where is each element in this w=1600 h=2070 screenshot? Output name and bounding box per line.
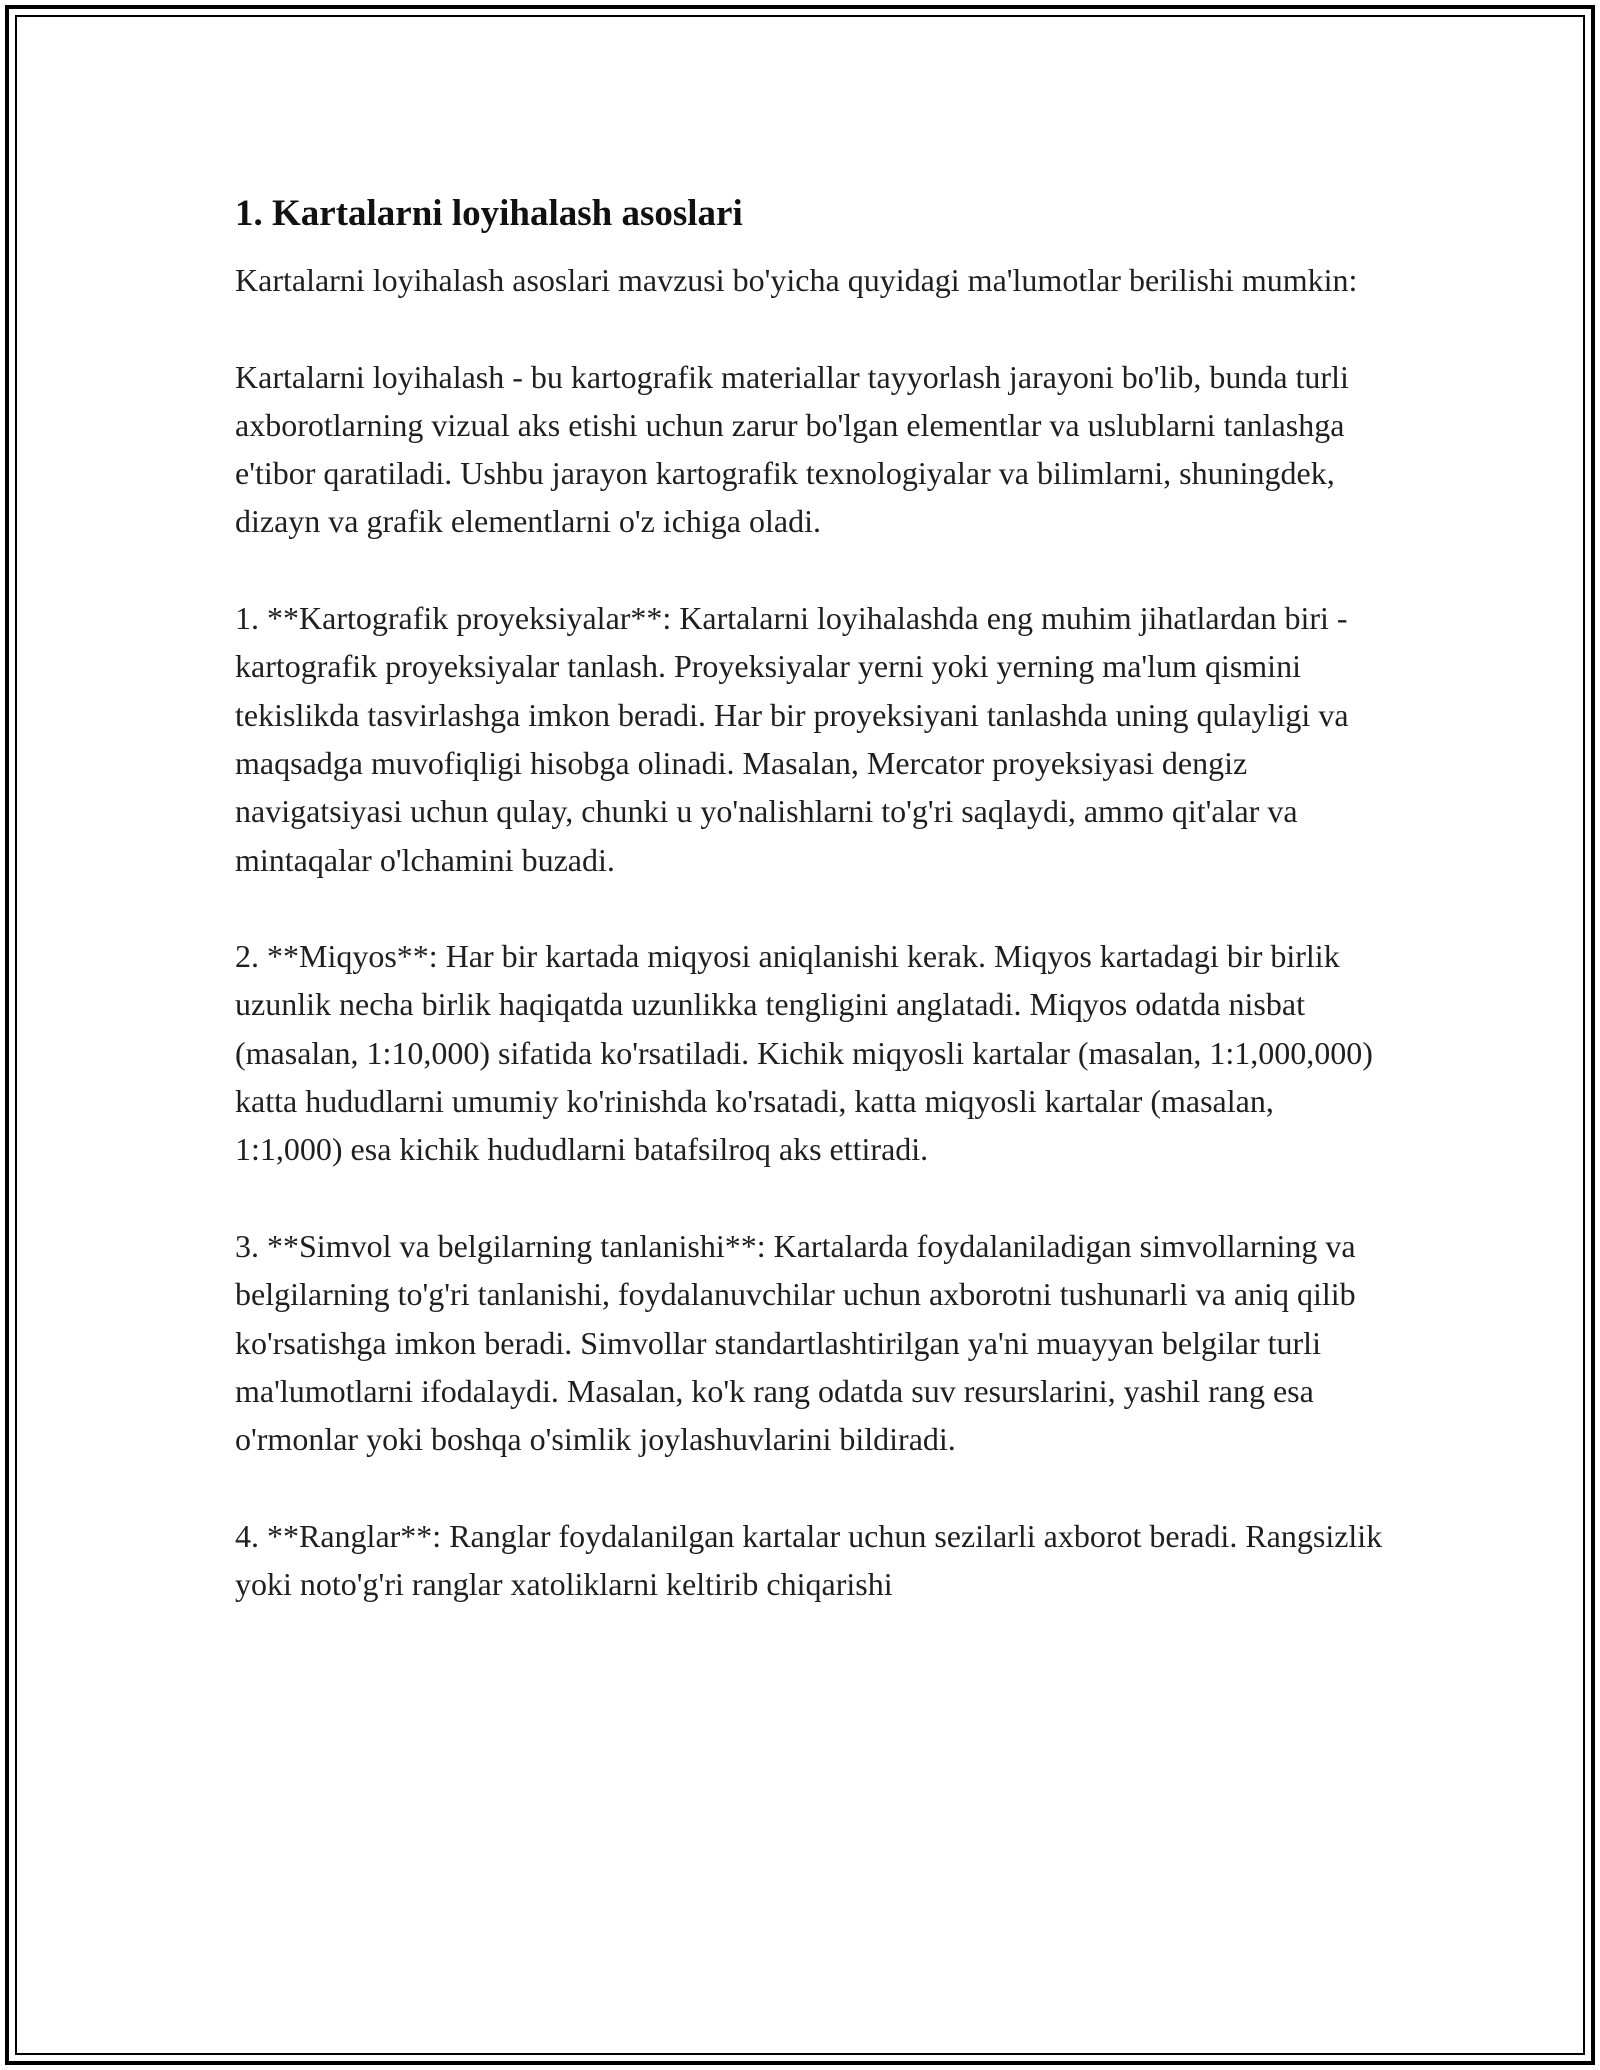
definition-paragraph: Kartalarni loyihalash - bu kartografik materiallar tayyorlash jarayoni bo'lib, bunda turli axborotlarning vizual aks etishi uchun zarur bo'lgan elementlar va uslublarni tanlashga e'tibor qaratiladi. Ushbu jarayon kartografik texnologiyalar va bilimlarni, shuningdek, dizayn va grafik elementlarni o'z ichiga oladi.: [235, 358, 1349, 540]
list-item-symbols: 3. **Simvol va belgilarning tanlanishi**: Kartalarda foydalaniladigan simvollarning va belgilarning to'g'ri tanlanishi, foydalanuvchilar uchun axborotni tushunarli va aniq qilib ko'rsatishga imkon beradi. Simvollar standartlashtirilgan ya'ni muayyan belgilar turli ma'lumotlarni ifodalaydi. Masalan, ko'k rang odatda suv resurslarini, yashil rang esa o'rmonlar yoki boshqa o'simlik joylashuvlarini bildiradi.: [235, 1227, 1356, 1458]
list-item-projections: 1. **Kartografik proyeksiyalar**: Kartalarni loyihalashda eng muhim jihatlardan biri - kartografik proyeksiyalar tanlash. Proyeksiyalar yerni yoki yerning ma'lum qismini tekislikda tasvirlashga imkon beradi. Har bir proyeksiyani tanlashda uning qulayligi va maqsadga muvofiqligi hisobga olinadi. Masalan, Mercator proyeksiyasi dengiz navigatsiyasi uchun qulay, chunki u yo'nalishlarni to'g'ri saqlaydi, ammo qit'alar va mintaqalar o'lchamini buzadi.: [235, 600, 1349, 878]
list-item-scale: 2. **Miqyos**: Har bir kartada miqyosi aniqlanishi kerak. Miqyos kartadagi bir birlik uzunlik necha birlik haqiqatda uzunlikka tengligini anglatadi. Miqyos odatda nisbat (masalan, 1:10,000) sifatida ko'rsatiladi. Kichik miqyosli kartalar (masalan, 1:1,000,000) katta hududlarni umumiy ko'rinishda ko'rsatadi, katta miqyosli kartalar (masalan, 1:1,000) esa kichik hududlarni batafsilroq aks ettiradi.: [235, 938, 1373, 1168]
intro-paragraph: Kartalarni loyihalash asoslari mavzusi bo'yicha quyidagi ma'lumotlar berilishi mumkin:: [235, 262, 1358, 298]
document-body: [235, 190, 1385, 1657]
page-title: 1. Kartalarni loyihalash asoslari: [235, 193, 743, 234]
list-item-colors: 4. **Ranglar**: Ranglar foydalanilgan kartalar uchun sezilarli axborot beradi. Rangsizlik yoki noto'g'ri ranglar xatoliklarni keltirib chiqarishi: [235, 1517, 1383, 1603]
